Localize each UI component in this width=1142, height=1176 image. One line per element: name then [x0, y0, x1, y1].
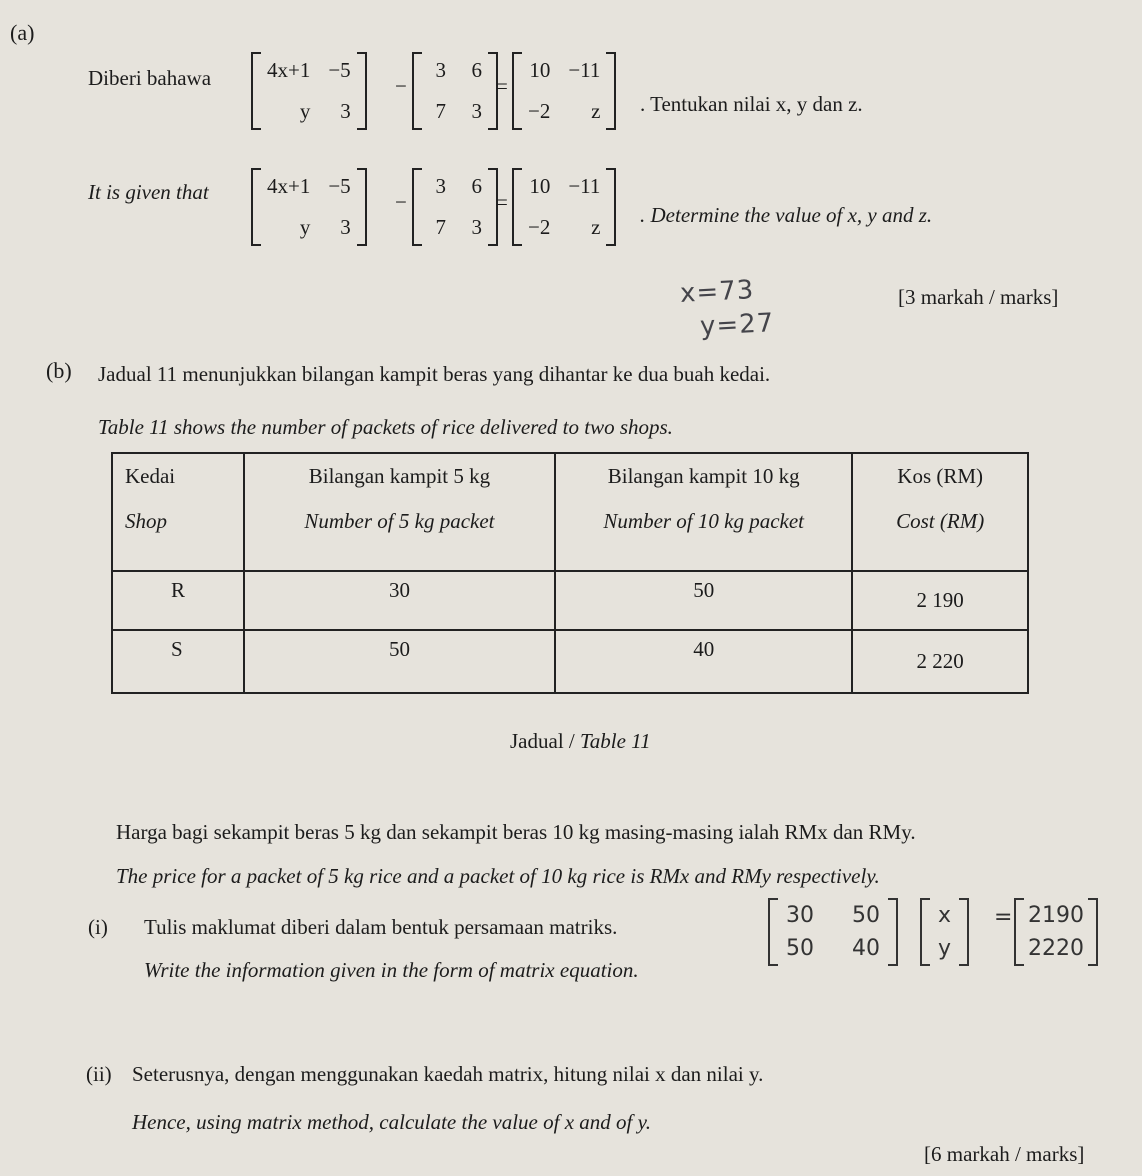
matrix-a-english — [251, 168, 367, 246]
handwritten-variable-vector — [920, 898, 969, 966]
minus-sign: − — [395, 74, 407, 98]
matrix-a-cell: −5 — [328, 174, 351, 198]
handwritten-cell: 2190 — [1028, 903, 1084, 928]
handwritten-cell: 30 — [786, 903, 814, 928]
matrix-b-cell: 6 — [471, 58, 482, 82]
table-cell: 30 — [244, 571, 555, 630]
table-cell: 40 — [555, 630, 852, 693]
q1-label: (i) — [88, 915, 108, 939]
header-cell-5kg — [244, 453, 555, 571]
matrix-c-english — [512, 168, 616, 246]
q1-malay-text: Tulis maklumat diberi dalam bentuk persamaan matriks. — [144, 915, 618, 939]
header-ms: Kedai — [125, 464, 176, 488]
q2-marks: [6 markah / marks] — [924, 1142, 1085, 1166]
part-a-marks: [3 markah / marks] — [898, 285, 1059, 309]
handwritten-cell: 40 — [852, 936, 880, 961]
matrix-c-cell: −11 — [568, 58, 601, 82]
matrix-a-cell: 4x+1 — [267, 174, 311, 198]
table-cell: 50 — [555, 571, 852, 630]
matrix-a-cell: −5 — [328, 58, 351, 82]
handwritten-cell: x — [938, 903, 952, 928]
header-en: Number of 10 kg packet — [603, 509, 805, 533]
q2-malay-text: Seterusnya, dengan menggunakan kaedah matrix, hitung nilai x dan nilai y. — [132, 1062, 764, 1086]
matrix-b-cell: 3 — [435, 174, 446, 198]
q2-english-text: Hence, using matrix method, calculate the value of x and of y. — [132, 1110, 652, 1134]
header-ms: Kos (RM) — [897, 464, 984, 488]
matrix-a-cell: y — [299, 99, 311, 123]
handwritten-y-answer: y=27 — [699, 308, 775, 342]
matrix-a-cell: 3 — [340, 99, 351, 123]
matrix-c-cell: −11 — [568, 174, 601, 198]
matrix-a-cell: 4x+1 — [267, 58, 311, 82]
handwritten-cell: 50 — [852, 903, 880, 928]
matrix-b-cell: 3 — [471, 215, 482, 239]
header-en: Number of 5 kg packet — [304, 509, 495, 533]
q2-label: (ii) — [86, 1062, 112, 1086]
part-a-english-intro: It is given that — [88, 180, 209, 204]
part-b-label: (b) — [46, 358, 72, 383]
matrix-c-cell: z — [591, 99, 601, 123]
table-cell: 50 — [244, 630, 555, 693]
part-a-english-task: . Determine the value of x, y and z. — [640, 203, 933, 227]
equals-sign: = — [496, 190, 508, 214]
header-cell-cost — [852, 453, 1028, 571]
part-a-malay-task: . Tentukan nilai x, y dan z. — [640, 92, 863, 116]
handwritten-cell: 2220 — [1028, 936, 1084, 961]
equals-sign: = — [496, 74, 508, 98]
price-english-text: The price for a packet of 5 kg rice and a packet of 10 kg rice is RMx and RMy respectively. — [116, 864, 880, 888]
table-cell: 2 190 — [852, 571, 1028, 630]
matrix-b-cell: 7 — [435, 99, 446, 123]
matrix-c-cell: 10 — [529, 58, 551, 82]
matrix-b-english — [412, 168, 498, 246]
table-row — [112, 571, 1028, 630]
handwritten-coefficient-matrix — [768, 898, 898, 966]
matrix-c-cell: z — [591, 215, 601, 239]
header-ms: Bilangan kampit 10 kg — [607, 464, 800, 488]
matrix-b-cell: 7 — [435, 215, 446, 239]
table-caption-ms: Jadual / — [510, 729, 580, 753]
part-b-malay-text: Jadual 11 menunjukkan bilangan kampit beras yang dihantar ke dua buah kedai. — [98, 362, 771, 386]
matrix-a-cell: y — [299, 215, 311, 239]
q1-english-text: Write the information given in the form of matrix equation. — [144, 958, 639, 982]
matrix-a-malay — [251, 52, 367, 130]
minus-sign: − — [395, 190, 407, 214]
price-malay-text: Harga bagi sekampit beras 5 kg dan sekampit beras 10 kg masing-masing ialah RMx dan RMy. — [116, 820, 916, 844]
matrix-a-cell: 3 — [340, 215, 351, 239]
header-cell-shop — [112, 453, 244, 571]
matrix-b-cell: 3 — [435, 58, 446, 82]
matrix-b-cell: 6 — [471, 174, 482, 198]
table-cell: R — [112, 571, 244, 630]
part-b-english-text: Table 11 shows the number of packets of rice delivered to two shops. — [98, 415, 673, 439]
part-a-label: (a) — [10, 20, 35, 45]
table-caption — [510, 729, 651, 754]
handwritten-x-answer: x=73 — [679, 275, 755, 309]
table-header-row — [112, 453, 1028, 571]
header-en: Cost (RM) — [896, 509, 985, 533]
table-caption-en: Table 11 — [579, 729, 651, 753]
header-cell-10kg — [555, 453, 852, 571]
matrix-c-cell: 10 — [529, 174, 551, 198]
matrix-c-malay — [512, 52, 616, 130]
matrix-c-cell: −2 — [528, 215, 551, 239]
matrix-c-cell: −2 — [528, 99, 551, 123]
header-ms: Bilangan kampit 5 kg — [308, 464, 491, 488]
matrix-b-malay — [412, 52, 498, 130]
header-en: Shop — [125, 509, 167, 533]
table-row — [112, 630, 1028, 693]
matrix-b-cell: 3 — [471, 99, 482, 123]
handwritten-cell: 50 — [786, 936, 814, 961]
rice-delivery-table — [111, 452, 1029, 694]
handwritten-cell: y — [938, 936, 952, 961]
table-cell: 2 220 — [852, 630, 1028, 693]
part-a-malay-intro: Diberi bahawa — [88, 66, 212, 90]
handwritten-result-vector — [1014, 898, 1098, 966]
handwritten-equals: = — [994, 905, 1013, 930]
table-cell: S — [112, 630, 244, 693]
